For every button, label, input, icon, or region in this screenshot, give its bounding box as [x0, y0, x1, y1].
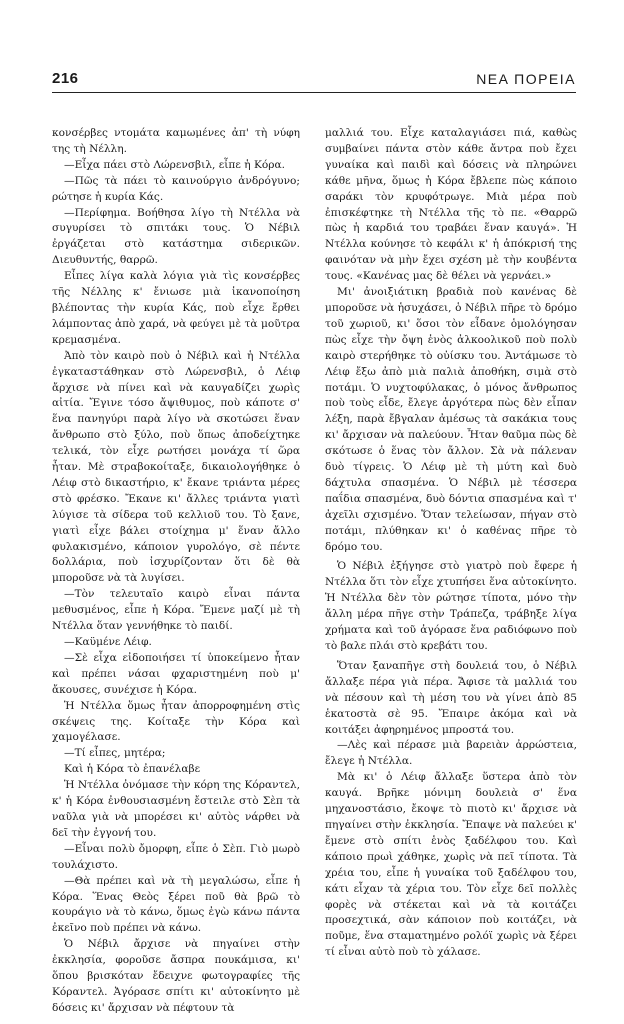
paragraph: κονσέρβες ντομάτα καμωμένες ἀπ' τὴ νύφη της τὴ Νέλλη.	[52, 127, 300, 155]
left-column	[52, 126, 300, 1017]
running-title: ΝΕΑ ΠΟΡΕΙΑ	[476, 71, 576, 87]
paragraph: Ὁ Νέβιλ ἄρχισε νὰ πηγαίνει στὴν ἐκκλησία, φοροῦσε ἄσπρα πουκάμισα, κι' ὅπου βρισκόταν ἔδειχνε φωτογραφίες τῆς Κόραντελ. Ἀγόρασε σπίτι κι' αὐτοκίνητο μὲ δόσεις κι' ἄρχισαν νὰ πέφτουν τὰ	[52, 938, 300, 1014]
paragraph: —Εἶχα πάει στὸ Λώρενσβιλ, εἶπε ἡ Κόρα.	[64, 158, 286, 171]
paragraph: —Περίφημα. Βοήθησα λίγο τὴ Ντέλλα νὰ συγυρίσει τὸ σπιτάκι τους. Ὁ Νέβιλ ἐργάζεται στὸ κατάστημα σιδερικῶν. Διευθυντής, θαρρῶ.	[52, 206, 300, 267]
paragraph: μαλλιά του. Εἶχε καταλαγιάσει πιά, καθὼς συμβαίνει πάντα στὸν κάθε ἄντρα ποὺ ἔχει γυναίκα καὶ παιδὶ καὶ δόσεις νὰ πληρώνει κάθε μῆνα, ὅμως ἡ Κόρα ἔβλεπε πὼς κάποιο σαράκι τὸν κρυφότρωγε. Μιὰ μέρα ποὺ ἐπισκέφτηκε τὴ Ντέλλα τῆς τὸ πε. «Θαρρῶ πὼς ἡ καρδιά του τραβάει ἕναν καυγά». Ἡ Ντέλλα κούνησε τὸ κεφάλι κ' ἡ ἀπόκρισή της φαινόταν νὰ μὴν ἔχει σχέση μὲ τὴν κουβέντα τους. «Κανένας μας δὲ θέλει νὰ γερνάει.»	[325, 127, 577, 283]
page-header	[52, 70, 576, 93]
paragraph: Ὁ Νέβιλ ἐξήγησε στὸ γιατρὸ ποὺ ἔφερε ἡ Ντέλλα ὅτι τὸν εἶχε χτυπήσει ἕνα αὐτοκίνητο. Ἡ Ντέλλα δὲν τὸν ρώτησε τίποτα, μόνο τὴν ἄλλη μέρα πῆγε στὴν Τράπεζα, τράβηξε λίγα χρήματα καὶ τοῦ ἀγόρασε ἕνα ραδιόφωνο ποὺ τὸ βαλε πλάι στὸ κρεβάτι του.	[325, 560, 577, 652]
page-number: 216	[52, 70, 79, 87]
paragraph: —Λὲς καὶ πέρασε μιὰ βαρειὰν ἀρρώστεια, ἔλεγε ἡ Ντέλλα.	[325, 739, 577, 768]
paragraph: —Πῶς τὰ πάει τὸ καινούργιο ἀνδρόγυνο; ρώτησε ἡ κυρία Κάς.	[52, 174, 300, 203]
paragraph: Ἀπὸ τὸν καιρὸ ποὺ ὁ Νέβιλ καὶ ἡ Ντέλλα ἐγκαταστάθηκαν στὸ Λώρενσβιλ, ὁ Λέιφ ἄρχισε νὰ πίνει καὶ νὰ καυγαδίζει χωρὶς αἰτία. Ἔγινε τόσο ἄψιθυμος, ποὺ κάποτε σ' ἕνα πανηγύρι παρὰ λίγο νὰ σκοτώσει ἕναν ἄνθρωπο στὸ ξύλο, ποὺ ὅπως ἀποδείχτηκε τελικά, τὸν εἶχε ρωτήσει μονάχα τί ὥρα ἦταν. Μὲ στραβοκοίταξε, δικαιολογήθηκε ὁ Λέιφ στὸ δικαστήριο, κ' ἔκανε τριάντα μέρες στὸ φρέσκο. Ἔκανε κι' ἄλλες τριάντα γιατὶ λύγισε τὰ σίδερα τοῦ κελλιοῦ του. Τὸ ξανε, γιατὶ εἶχε βάλει στοίχημα μ' ἕναν ἄλλο φυλακισμένο, κάποιον γυρολόγο, σὲ πέντε δολλάρια, ποὺ ἰσχυρίζονταν ὅτι δὲ θὰ μποροῦσε νὰ τὰ λυγίσει.	[52, 349, 300, 585]
paragraph: —Θὰ πρέπει καὶ νὰ τὴ μεγαλώσω, εἶπε ἡ Κόρα. Ἕνας Θεὸς ξέρει ποῦ θὰ βρῶ τὸ κουράγιο νὰ τὸ κάνω, ὅμως ἐγὼ κάνω πάντα ἐκεῖνο ποὺ πρέπει νὰ κάνω.	[52, 874, 300, 935]
paragraph: Καὶ ἡ Κόρα τὸ ἐπανέλαβε	[64, 763, 201, 776]
paragraph: —Τὸν τελευταῖο καιρὸ εἶναι πάντα μεθυσμένος, εἶπε ἡ Κόρα. Ἔμενε μαζί μὲ τὴ Ντέλλα ὅταν γεννήθηκε τὸ παιδί.	[52, 588, 300, 633]
paragraph: Ἡ Ντέλλα ὅμως ἦταν ἀπορροφημένη στὶς σκέψεις της. Κοίταξε τὴν Κόρα καὶ χαμογέλασε.	[52, 699, 300, 744]
paragraph: Μὰ κι' ὁ Λέιφ ἄλλαξε ὕστερα ἀπὸ τὸν καυγά. Βρῆκε μόνιμη δουλειὰ σ' ἕνα μηχανοστάσιο, ἔκοψε τὸ πιοτὸ κι' ἄρχισε νὰ πηγαίνει στὴν ἐκκλησία. Ἔπαψε νὰ παλεύει κ' ἔμενε στὸ σπίτι ἑνὸς ξαδέλφου του. Καὶ κάποιο πρωὶ χάθηκε, χωρὶς νὰ πεῖ τίποτα. Τὰ χρέια του, εἶπε ἡ γυναίκα τοῦ ξαδέλφου του, κάτι εἶχαν τὰ χέρια του. Τὸν εἶχε δεῖ πολλὲς φορὲς νὰ στέκεται καὶ νὰ τὰ κοιτάζει προσεχτικά, σὰν κάποιον ποὺ κοιτάζει, νὰ ποῦμε, ἕνα σταματημένο ρολόϊ χωρὶς νὰ ξέρει τί εἶναι αὐτὸ ποὺ τὸ χάλασε.	[325, 771, 577, 959]
paragraph: Εἶπες λίγα καλὰ λόγια γιὰ τὶς κονσέρβες τῆς Νέλλης κ' ἔνιωσε μιὰ ἱκανοποίηση βλέποντας τὴν κυρία Κάς, ποὺ εἶχε ἔρθει λάμποντας ἀπὸ χαρά, νὰ φεύγει μὲ τὰ μοῦτρα κρεμασμένα.	[52, 270, 300, 346]
paragraph: —Καϋμένε Λέιφ.	[64, 636, 152, 648]
right-column	[325, 126, 577, 961]
paragraph: Ὅταν ξαναπῆγε στὴ δουλειά του, ὁ Νέβιλ ἄλλαξε πέρα γιὰ πέρα. Ἄφισε τὰ μαλλιά του νὰ πέσουν καὶ τὴ μέση του νὰ γίνει ἀπὸ 85 ἑκατοστὰ σὲ 95. Ἔπαιρε ἀκόμα καὶ νὰ κοιτάξει ἀφηρημένος μπροστά του.	[325, 659, 577, 736]
paragraph: Μι' ἀνοιξιάτικη βραδιὰ ποὺ κανένας δὲ μποροῦσε νὰ ἡσυχάσει, ὁ Νέβιλ πῆρε τὸ δρόμο τοῦ χωριοῦ, κι' ὅσοι τὸν εἶδανε ὁμολόγησαν πὼς εἶχε τὴν ὄψη ἑνὸς ἀλκοολικοῦ ποὺ πολὺ καιρὸ στερήθηκε τὸ οὐίσκυ του. Ἀντάμωσε τὸ Λέιφ ἔξω ἀπὸ μιὰ παλιὰ ἀποθήκη, σιμὰ στὸ ποτάμι. Ὁ νυχτοφύλακας, ὁ μόνος ἄνθρωπος ποὺ τοὺς εἶδε, ἔλεγε ἀργότερα πὼς δὲν εἶπαν λέξη, παρὰ ἔβγαλαν ἀμέσως τὰ σακάκια τους κι' ἄρχισαν νὰ παλεύουν. Ἦταν θαῦμα πὼς δὲ σκότωσε ὁ ἕνας τὸν ἄλλον. Σὰ νὰ πάλεναν δυὸ τίγρεις. Ὁ Λέιφ μὲ τὴ μύτη καὶ δυὸ δάχτυλα σπασμένα. Ὁ Νέβιλ μὲ τέσσερα παΐδια σπασμένα, δυὸ δόντια σπασμένα καὶ τ' ἀχεῖλι σχισμένο. Ὅταν τελείωσαν, πήγαν στὸ ποτάμι, πλύθηκαν κι' ὁ καθένας πῆρε τὸ δρόμο του.	[325, 286, 577, 553]
paragraph: —Σὲ εἶχα εἰδοποιήσει τί ὑποκείμενο ἦταν καὶ πρέπει νάσαι φχαριστημένη ποὺ μ' ἄκουσες, συνέχισε ἡ Κόρα.	[52, 651, 300, 696]
paragraph: Ἡ Ντέλλα ὀνόμασε τὴν κόρη της Κόραντελ, κ' ἡ Κόρα ἐνθουσιασμένη ἔστειλε στὸ Σὲπ τὰ ναῦλα γιὰ νὰ μπορέσει κι' αὐτὸς νάρθει νὰ δεῖ τὴν ἐγγονή του.	[52, 779, 300, 839]
paragraph: —Τί εἶπες, μητέρα;	[64, 747, 166, 760]
paragraph: —Εἶναι πολὺ ὄμορφη, εἶπε ὁ Σὲπ. Γιὸ μωρὸ τουλάχιστο.	[52, 842, 300, 871]
